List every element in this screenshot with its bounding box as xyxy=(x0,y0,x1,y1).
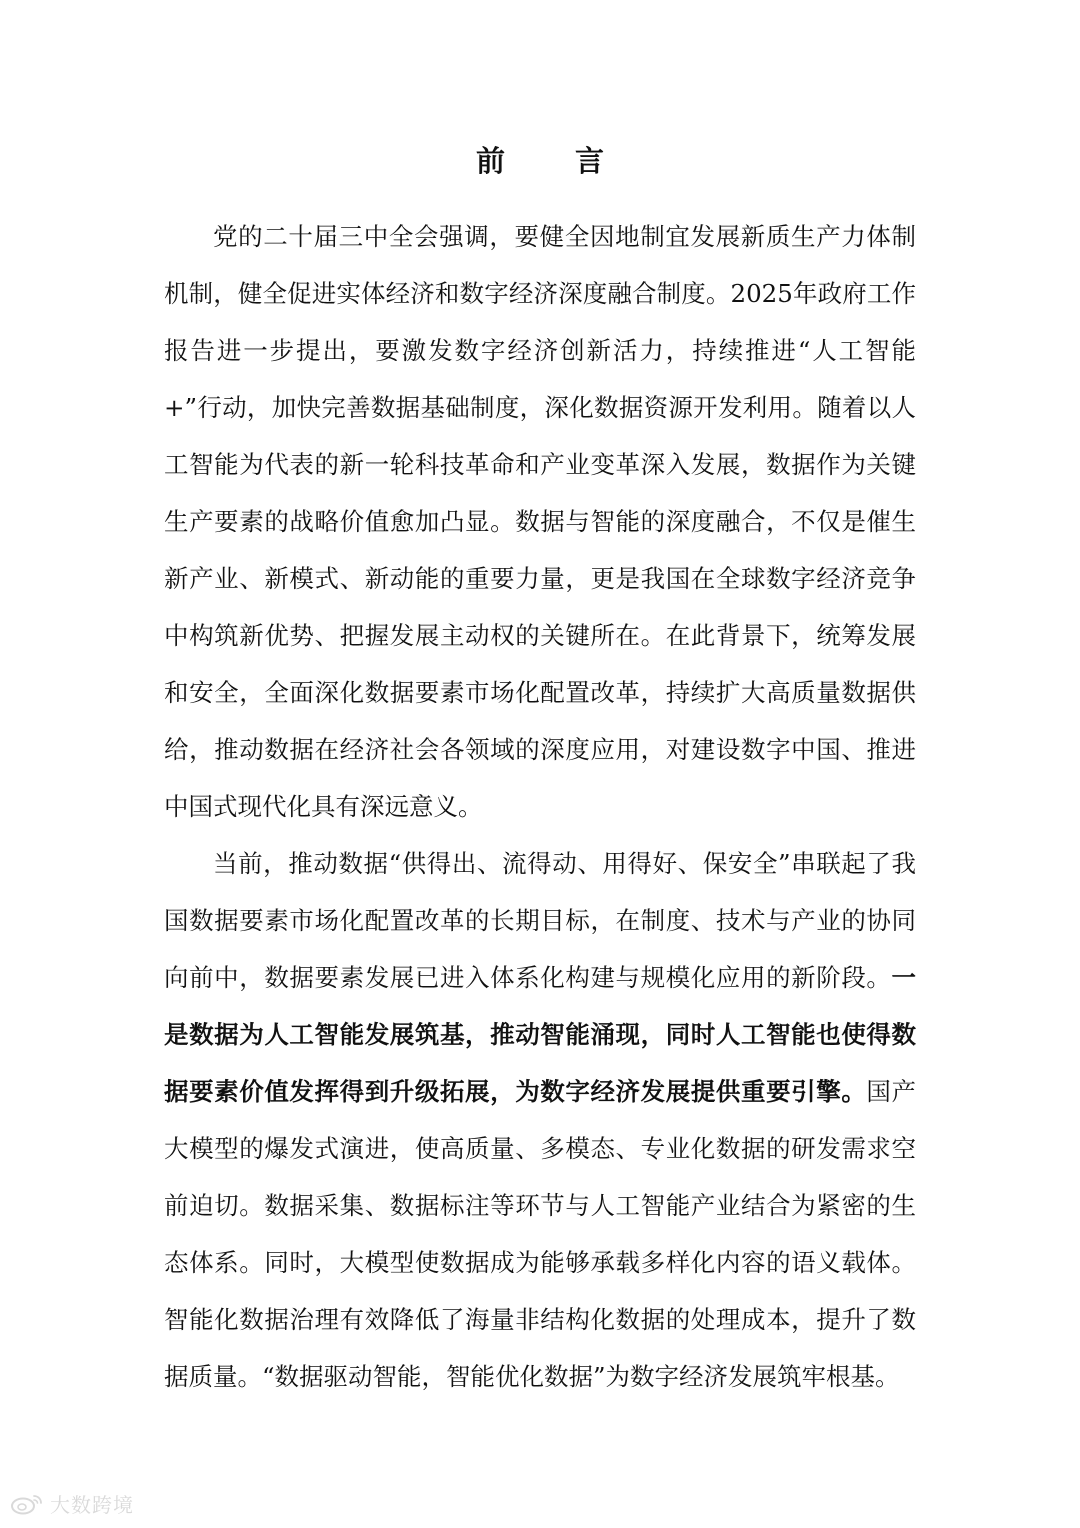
paragraph-2-bold-sentence: 一是数据为人工智能发展筑基，推动智能涌现，同时人工智能也使得数据要素价值发挥得到升级拓展，为数字经济发展提供重要引擎。 xyxy=(164,963,916,1106)
body-text xyxy=(164,208,916,1405)
page-title: 前 言 xyxy=(475,144,635,178)
paragraph-2 xyxy=(164,835,916,1405)
paragraph-2-text-before: 当前，推动数据“供得出、流得动、用得好、保安全”串联起了我国数据要素市场化配置改革的长期目标，在制度、技术与产业的协同向前中，数据要素发展已进入体系化构建与规模化应用的新阶段。 xyxy=(164,849,916,992)
paragraph-1: 党的二十届三中全会强调，要健全因地制宜发展新质生产力体制机制，健全促进实体经济和数字经济深度融合制度。2025年政府工作报告进一步提出，要激发数字经济创新活力，持续推进“人工智能+”行动，加快完善数据基础制度，深化数据资源开发利用。随着以人工智能为代表的新一轮科技革命和产业变革深入发展，数据作为关键生产要素的战略价值愈加凸显。数据与智能的深度融合，不仅是催生新产业、新模式、新动能的重要力量，更是我国在全球数字经济竞争中构筑新优势、把握发展主动权的关键所在。在此背景下，统筹发展和安全，全面深化数据要素市场化配置改革，持续扩大高质量数据供给，推动数据在经济社会各领域的深度应用，对建设数字中国、推进中国式现代化具有深远意义。 xyxy=(164,222,916,821)
watermark xyxy=(10,1489,134,1518)
watermark-text: 大数跨境 xyxy=(50,1493,134,1517)
weibo-logo-icon xyxy=(10,1493,44,1515)
paragraph-2-text-after: 国产大模型的爆发式演进，使高质量、多模态、专业化数据的研发需求空前迫切。数据采集、数据标注等环节与人工智能产业结合为紧密的生态体系。同时，大模型使数据成为能够承载多样化内容的语义载体。智能化数据治理有效降低了海量非结构化数据的处理成本，提升了数据质量。“数据驱动智能，智能优化数据”为数字经济发展筑牢根基。 xyxy=(164,1077,917,1391)
